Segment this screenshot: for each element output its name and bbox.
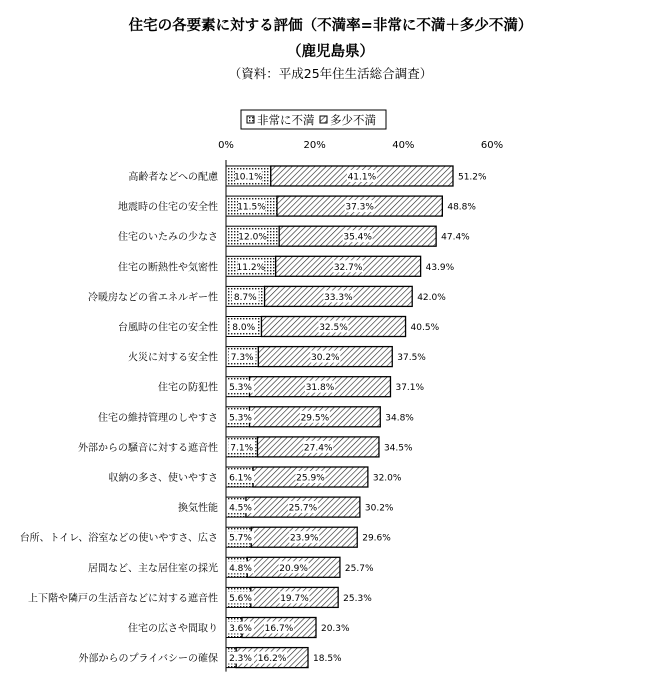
data-label-somewhat-unsatisfied: 37.3% [345, 202, 374, 213]
data-label-total: 37.1% [395, 383, 425, 394]
category-label: 上下階や隣戸の生活音などに対する遮音性 [28, 593, 218, 605]
legend-label-very-unsatisfied: 非常に不満 [257, 113, 315, 127]
data-label-somewhat-unsatisfied: 19.7% [280, 593, 309, 604]
category-label: 住宅の広さや間取り [128, 623, 218, 635]
data-label-total: 30.2% [364, 503, 394, 514]
data-label-very-unsatisfied: 7.1% [230, 443, 254, 454]
data-label-somewhat-unsatisfied: 20.9% [279, 563, 308, 574]
data-label-total: 37.5% [397, 353, 426, 364]
chart-source: （資料：平成25年住生活総合調査） [228, 66, 433, 81]
data-label-somewhat-unsatisfied: 27.4% [303, 443, 333, 454]
data-label-somewhat-unsatisfied: 16.7% [264, 624, 294, 634]
data-label-total: 25.3% [343, 593, 372, 604]
data-label-somewhat-unsatisfied: 33.3% [324, 292, 353, 303]
data-label-very-unsatisfied: 11.5% [237, 202, 266, 213]
legend-swatch-somewhat-unsatisfied [320, 116, 327, 123]
data-label-very-unsatisfied: 3.6% [229, 624, 252, 634]
category-label: 居間など、主な居住室の採光 [88, 563, 218, 575]
data-label-very-unsatisfied: 11.2% [236, 262, 266, 273]
category-label: 冷暖房などの省エネルギー性 [88, 292, 218, 304]
data-label-very-unsatisfied: 5.3% [229, 383, 252, 394]
data-label-very-unsatisfied: 7.3% [230, 353, 254, 364]
data-label-somewhat-unsatisfied: 31.8% [305, 383, 335, 394]
chart-title: 住宅の各要素に対する評価（不満率=非常に不満＋多少不満） [128, 18, 533, 34]
x-tick-label: 60% [480, 140, 504, 151]
category-label: 外部からの騒音に対する遮音性 [78, 442, 218, 454]
data-label-very-unsatisfied: 10.1% [234, 172, 263, 183]
legend-swatch-very-unsatisfied [247, 116, 254, 123]
data-label-somewhat-unsatisfied: 32.5% [319, 323, 348, 333]
data-label-somewhat-unsatisfied: 35.4% [343, 232, 372, 243]
legend-label-somewhat-unsatisfied: 多少不満 [330, 113, 376, 127]
category-label: 地震時の住宅の安全性 [118, 202, 218, 214]
data-label-very-unsatisfied: 4.8% [229, 563, 252, 574]
data-label-very-unsatisfied: 5.7% [229, 533, 252, 544]
chart-subtitle: （鹿児島県） [287, 44, 374, 60]
data-label-total: 25.7% [344, 563, 374, 574]
data-label-total: 47.4% [441, 232, 470, 243]
category-label: 高齢者などへの配慮 [128, 172, 218, 183]
category-label: 住宅の断熱性や気密性 [118, 262, 218, 274]
data-label-somewhat-unsatisfied: 25.9% [296, 473, 325, 484]
data-label-total: 20.3% [320, 624, 350, 634]
data-label-total: 48.8% [447, 202, 476, 213]
x-tick-label: 40% [392, 140, 415, 151]
category-label: 台風時の住宅の安全性 [118, 322, 218, 334]
data-label-total: 51.2% [457, 172, 487, 183]
data-label-very-unsatisfied: 5.3% [229, 413, 252, 424]
data-label-total: 43.9% [425, 262, 455, 273]
x-tick-label: 0% [218, 140, 234, 151]
category-label: 収納の多さ、使いやすさ [108, 473, 218, 484]
data-label-somewhat-unsatisfied: 25.7% [288, 503, 318, 514]
data-label-very-unsatisfied: 8.0% [232, 323, 256, 333]
data-label-total: 34.5% [383, 443, 413, 454]
data-label-total: 18.5% [313, 654, 342, 665]
data-label-very-unsatisfied: 12.0% [238, 232, 267, 243]
category-label: 火災に対する安全性 [128, 352, 218, 364]
category-label: 外部からのプライバシーの確保 [78, 653, 218, 665]
data-label-somewhat-unsatisfied: 23.9% [289, 533, 319, 544]
data-label-total: 29.6% [362, 533, 391, 544]
category-label: 住宅の維持管理のしやすさ [98, 412, 218, 424]
data-label-very-unsatisfied: 8.7% [233, 292, 257, 303]
data-label-total: 34.8% [385, 413, 414, 424]
data-label-very-unsatisfied: 2.3% [229, 654, 252, 665]
data-label-very-unsatisfied: 4.5% [229, 503, 252, 514]
data-label-very-unsatisfied: 5.6% [229, 593, 252, 604]
category-label: 住宅の防犯性 [158, 382, 218, 394]
data-label-total: 40.5% [410, 323, 440, 333]
data-label-total: 32.0% [372, 473, 402, 484]
data-label-somewhat-unsatisfied: 29.5% [300, 413, 330, 424]
category-label: 住宅のいたみの少なさ [118, 232, 218, 244]
data-label-very-unsatisfied: 6.1% [229, 473, 252, 484]
category-label: 換気性能 [178, 503, 218, 515]
data-label-somewhat-unsatisfied: 32.7% [333, 262, 363, 273]
data-label-somewhat-unsatisfied: 16.2% [257, 654, 287, 665]
category-label: 台所、トイレ、浴室などの使いやすさ、広さ [19, 533, 218, 545]
x-tick-label: 20% [303, 140, 326, 151]
data-label-somewhat-unsatisfied: 41.1% [347, 172, 377, 183]
data-label-total: 42.0% [417, 292, 446, 303]
data-label-somewhat-unsatisfied: 30.2% [311, 353, 340, 364]
